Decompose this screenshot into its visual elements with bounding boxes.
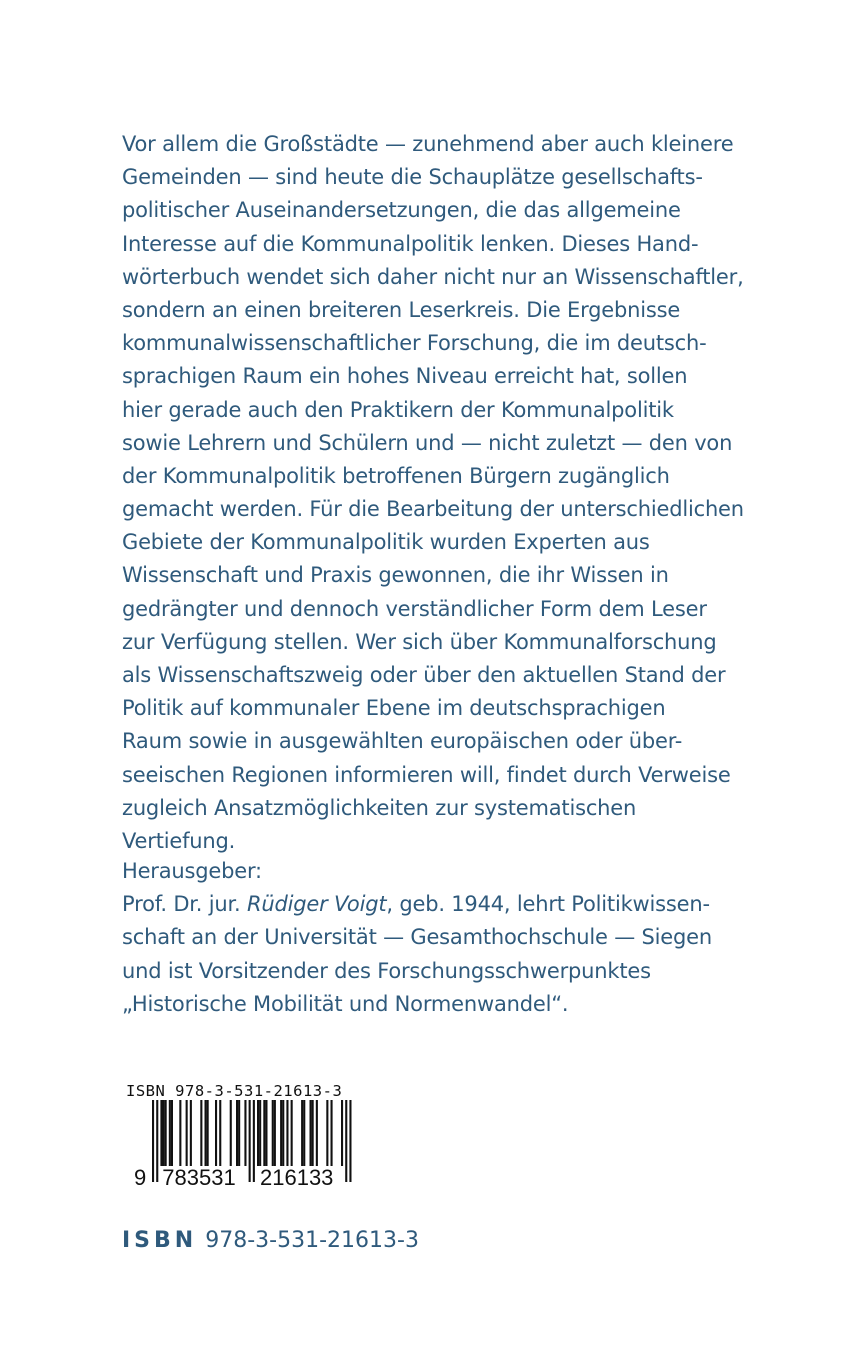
barcode-bar	[326, 1100, 328, 1166]
blurb-line: sprachigen Raum ein hohes Niveau erreicht hat, sollen	[122, 364, 688, 389]
barcode-bar	[303, 1100, 305, 1166]
barcode-bar	[280, 1100, 282, 1166]
barcode-bar	[272, 1100, 274, 1166]
blurb-line: sowie Lehrern und Schülern und — nicht zuletzt — den von	[122, 430, 733, 455]
editor-line: „Historische Mobilität und Normenwandel“.	[122, 991, 569, 1016]
editor-line: und ist Vorsitzender des Forschungsschwerpunktes	[122, 958, 651, 983]
blurb-line: politischer Auseinandersetzungen, die das allgemeine	[122, 198, 681, 223]
editor-line: schaft an der Universität — Gesamthochschule — Siegen	[122, 925, 712, 950]
isbn-barcode	[124, 1082, 384, 1192]
barcode-digits-left: 783531	[162, 1165, 236, 1190]
barcode-bar	[215, 1100, 217, 1166]
barcode-bar	[282, 1100, 284, 1166]
barcode-bar	[263, 1100, 265, 1166]
barcode-bar	[291, 1100, 293, 1166]
blurb-line: gedrängter und dennoch verständlicher Form dem Leser	[122, 596, 707, 621]
barcode-bar	[257, 1100, 259, 1166]
editor-heading: Herausgeber:	[122, 859, 262, 883]
barcode-bar	[312, 1100, 314, 1166]
blurb-line: Vertiefung.	[122, 828, 236, 853]
blurb-line: zugleich Ansatzmöglichkeiten zur systematischen	[122, 795, 637, 820]
editor-name: Rüdiger Voigt	[246, 892, 387, 917]
blurb-line: Vor allem die Großstädte — zunehmend aber auch kleinere	[122, 132, 734, 156]
editor-section	[122, 855, 802, 1021]
barcode-digit-lead: 9	[134, 1165, 147, 1190]
blurb-line: zur Verfügung stellen. Wer sich über Kommunalforschung	[122, 629, 717, 654]
blurb-line: seeischen Regionen informieren will, findet durch Verweise	[122, 762, 731, 787]
editor-line	[122, 888, 802, 921]
barcode-bar	[310, 1100, 312, 1166]
barcode-bar	[179, 1100, 181, 1166]
barcode-bar	[169, 1100, 171, 1166]
blurb-line: als Wissenschaftszweig oder über den aktuellen Stand der	[122, 663, 726, 687]
blurb-line: hier gerade auch den Praktikern der Kommunalpolitik	[122, 397, 674, 422]
barcode-bar	[274, 1100, 276, 1166]
barcode-bar	[316, 1100, 318, 1166]
isbn-number: 978-3-531-21613-3	[205, 1228, 419, 1253]
isbn-bottom	[122, 1228, 419, 1253]
barcode-bar	[236, 1100, 238, 1166]
barcode-bar	[253, 1100, 255, 1182]
barcode-bar	[345, 1100, 347, 1182]
barcode-digits-right: 216133	[260, 1165, 334, 1190]
barcode-bar	[190, 1100, 192, 1166]
barcode-bar	[156, 1100, 158, 1182]
barcode-bar	[163, 1100, 165, 1166]
blurb-line: der Kommunalpolitik betroffenen Bürgern zugänglich	[122, 463, 670, 488]
barcode-bar	[200, 1100, 202, 1166]
barcode-bar	[349, 1100, 351, 1182]
blurb-line: Wissenschaft und Praxis gewonnen, die ihr Wissen in	[122, 563, 669, 588]
blurb-text	[122, 128, 782, 858]
barcode-bar	[331, 1100, 333, 1166]
barcode-bar	[207, 1100, 209, 1166]
barcode-bar	[341, 1100, 343, 1166]
blurb-line: sondern an einen breiteren Leserkreis. Die Ergebnisse	[122, 297, 681, 322]
barcode-bars	[124, 1082, 384, 1192]
barcode-bar	[301, 1100, 303, 1166]
blurb-line: wörterbuch wendet sich daher nicht nur an Wissenschaftler,	[122, 264, 744, 289]
barcode-isbn-text: ISBN 978-3-531-21613-3	[126, 1082, 343, 1100]
blurb-line: Politik auf kommunaler Ebene im deutschsprachigen	[122, 696, 666, 721]
isbn-label: ISBN	[122, 1228, 198, 1253]
barcode-bar	[219, 1100, 221, 1166]
editor-title: Prof. Dr. jur.	[122, 892, 247, 917]
blurb-line: kommunalwissenschaftlicher Forschung, die im deutsch-	[122, 331, 707, 356]
barcode-bar	[230, 1100, 232, 1166]
barcode-bar	[259, 1100, 261, 1166]
barcode-bar	[171, 1100, 173, 1166]
barcode-bar	[238, 1100, 240, 1166]
barcode-bar	[165, 1100, 167, 1166]
blurb-line: Gebiete der Kommunalpolitik wurden Experten aus	[122, 530, 650, 555]
blurb-line: Interesse auf die Kommunalpolitik lenken. Dieses Hand-	[122, 231, 699, 256]
blurb-line: gemacht werden. Für die Bearbeitung der unterschiedlichen	[122, 497, 744, 522]
barcode-bar	[286, 1100, 288, 1166]
barcode-bar	[244, 1100, 246, 1166]
barcode-bar	[265, 1100, 267, 1166]
blurb-line: Raum sowie in ausgewählten europäischen oder über-	[122, 729, 683, 754]
barcode-bar	[152, 1100, 154, 1182]
editor-bio: , geb. 1944, lehrt Politikwissen-	[386, 892, 710, 917]
barcode-bar	[249, 1100, 251, 1182]
barcode-bar	[205, 1100, 207, 1166]
barcode-bar	[160, 1100, 162, 1166]
blurb-line: Gemeinden — sind heute die Schauplätze gesellschafts-	[122, 165, 703, 190]
barcode-bar	[186, 1100, 188, 1166]
